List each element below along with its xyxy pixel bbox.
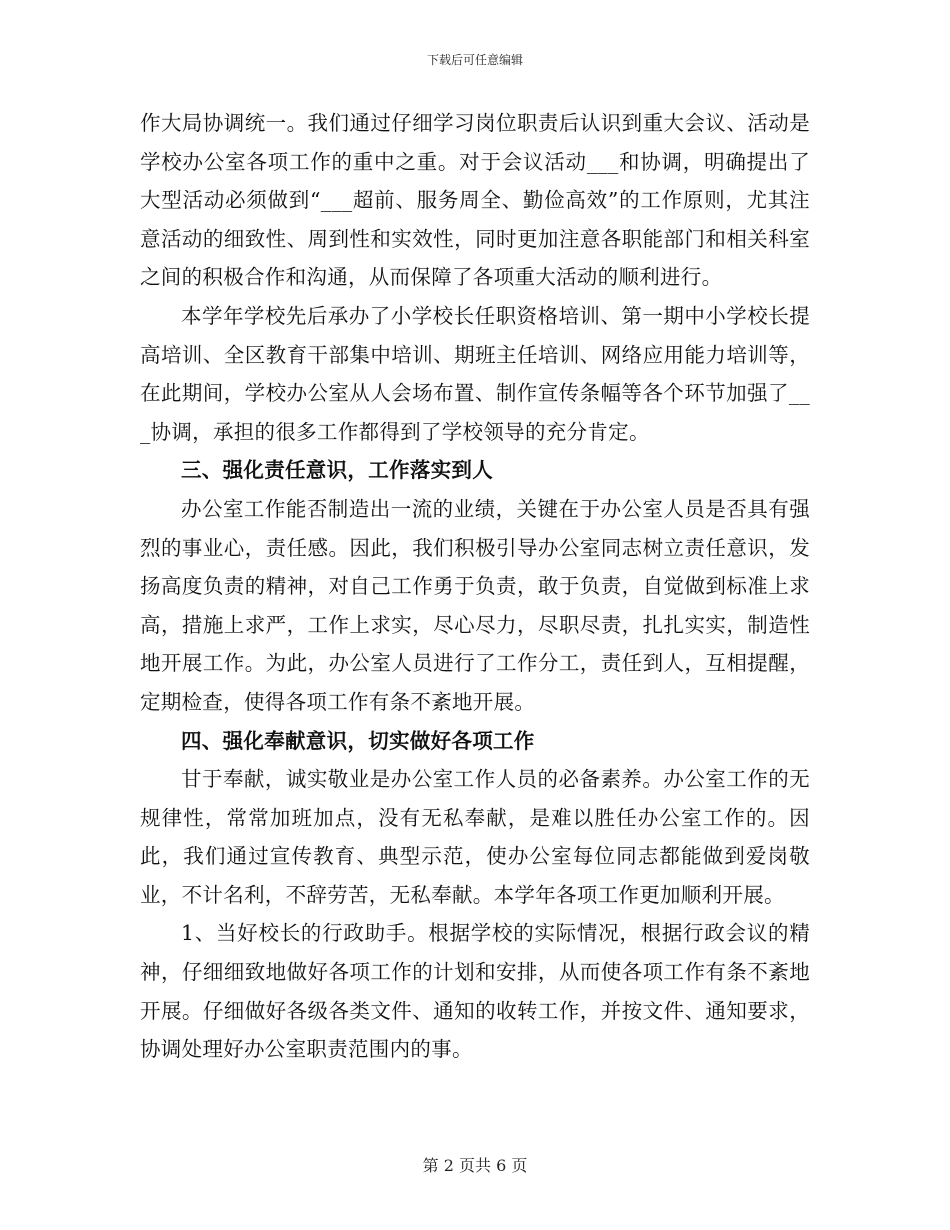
section-heading-3: 三、强化责任意识，工作落实到人 <box>181 458 493 483</box>
paragraph-3: 办公室工作能否制造出一流的业绩，关键在于办公室人员是否具有强烈的事业心，责任感。因此，我们积极引导办公室同志树立责任意识，发扬高度负责的精神，对自己工作勇于负责，敢于负责，自觉做到标准上求高，措施上求严，工作上求实，尽心尽力，尽职尽责，扎扎实实，制造性地开展工作。为此，办公室人员进行了工作分工，责任到人，互相提醒，定期检查，使得各项工作有条不紊地开展。 <box>140 496 810 714</box>
page-header: 下载后可任意编辑 <box>426 53 523 67</box>
paragraph-5: 1、当好校长的行政助手。根据学校的实际情况，根据行政会议的精神，仔细细致地做好各项工作的计划和安排，从而使各项工作有条不紊地开展。仔细做好各级各类文件、通知的收转工作，并按文件、通知要求，协调处理好办公室职责范围内的事。 <box>140 921 810 1062</box>
paragraph-1: 作大局协调统一。我们通过仔细学习岗位职责后认识到重大会议、活动是学校办公室各项工作的重中之重。对于会议活动___和协调，明确提出了大型活动必须做到“___超前、服务周全、勤俭高效”的工作原则，尤其注意活动的细致性、周到性和实效性，同时更加注意各职能部门和相关科室之间的积极合作和沟通，从而保障了各项重大活动的顺利进行。 <box>140 111 810 290</box>
paragraph-2: 本学年学校先后承办了小学校长任职资格培训、第一期中小学校长提高培训、全区教育干部集中培训、期班主任培训、网络应用能力培训等，在此期间，学校办公室从人会场布置、制作宣传条幅等各个环节加强了___协调，承担的很多工作都得到了学校领导的充分肯定。 <box>140 303 810 444</box>
paragraph-4: 甘于奉献，诚实敬业是办公室工作人员的必备素养。办公室工作的无规律性，常常加班加点，没有无私奉献，是难以胜任办公室工作的。因此，我们通过宣传教育、典型示范，使办公室每位同志都能做到爱岗敬业，不计名利，不辞劳苦，无私奉献。本学年各项工作更加顺利开展。 <box>140 767 810 907</box>
section-heading-4: 四、强化奉献意识，切实做好各项工作 <box>181 728 535 753</box>
page-footer: 第 2 页共 6 页 <box>422 1156 528 1175</box>
document-body <box>140 104 810 1069</box>
